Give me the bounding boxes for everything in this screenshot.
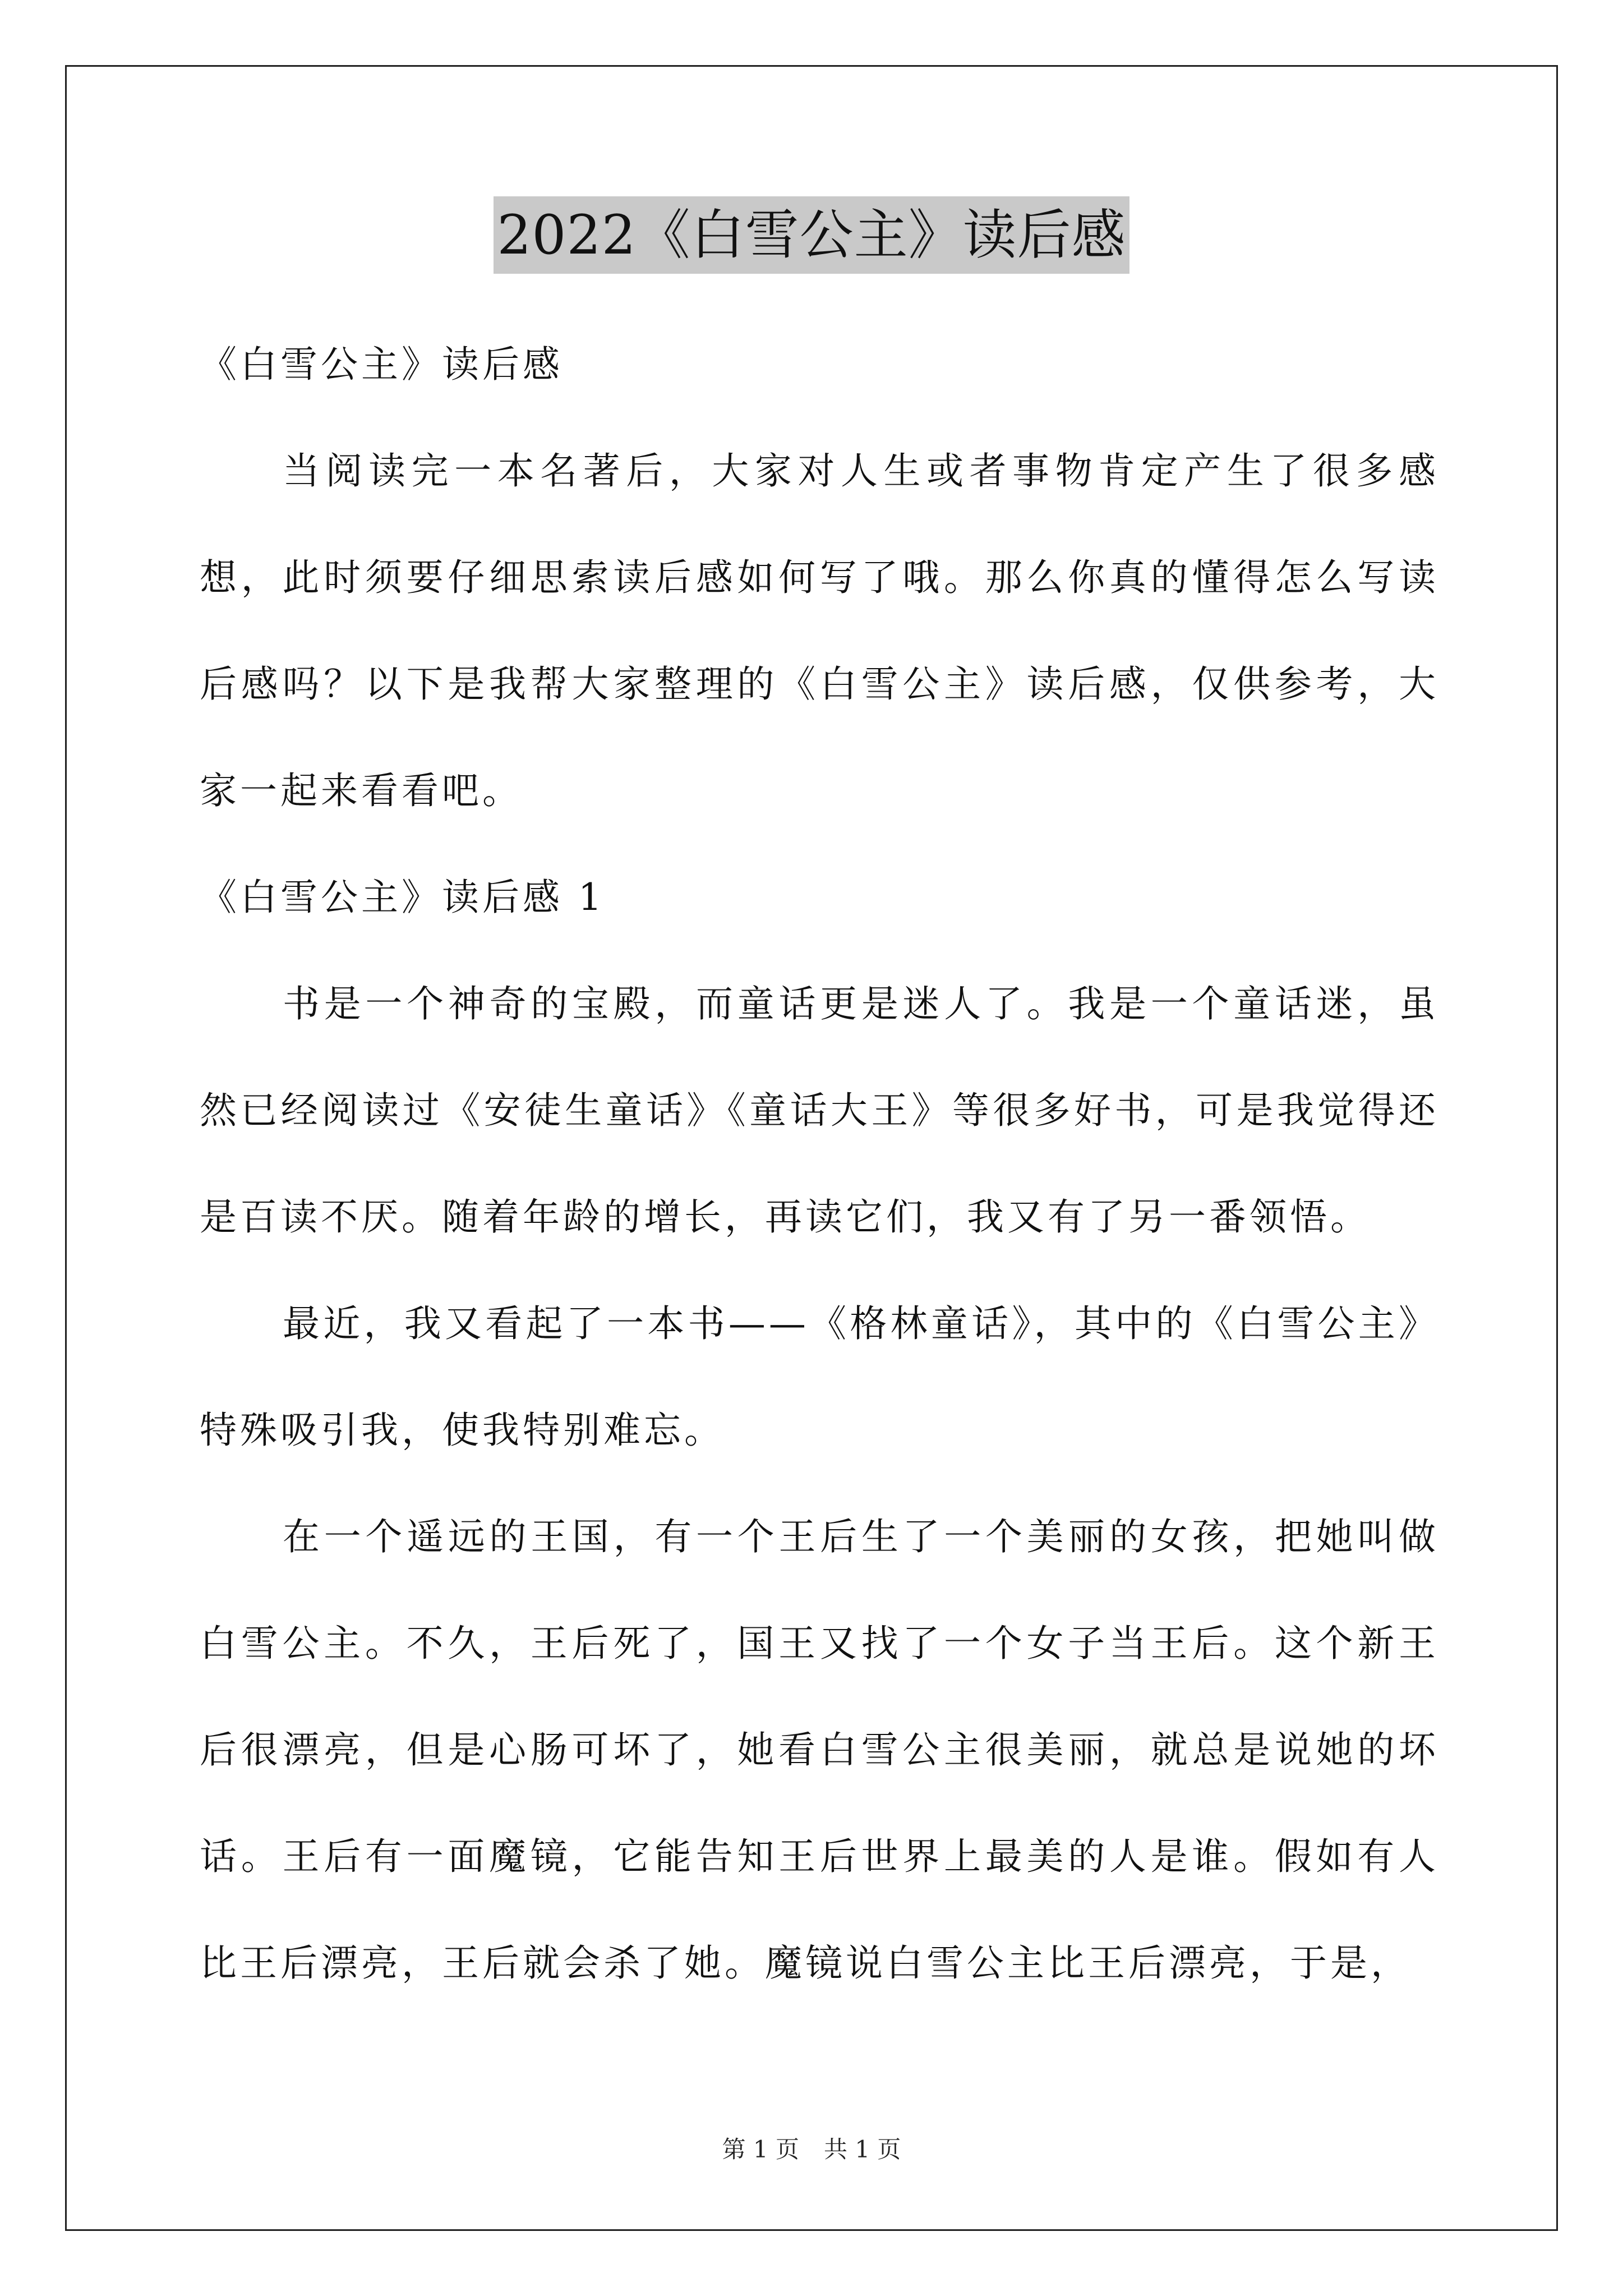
title-container [0,196,1623,274]
body-paragraph-1: 书是一个神奇的宝殿，而童话更是迷人了。我是一个童话迷，虽然已经阅读过《安徒生童话》《童话大王》等很多好书，可是我觉得还是百读不厌。随着年龄的增长，再读它们，我又有了另一番领悟。 [200,982,1439,1239]
section-heading-1: 《白雪公主》读后感 1 [200,876,605,919]
page-number: 第 1 页 [722,2136,799,2163]
intro-paragraph: 当阅读完一本名著后，大家对人生或者事物肯定产生了很多感想，此时须要仔细思索读后感如何写了哦。那么你真的懂得怎么写读后感吗？以下是我帮大家整理的《白雪公主》读后感，仅供参考，大家一起来看看吧。 [200,449,1439,812]
body-paragraph-2: 最近，我又看起了一本书——《格林童话》，其中的《白雪公主》特殊吸引我，使我特别难忘。 [200,1302,1439,1452]
subtitle-heading: 《白雪公主》读后感 [200,343,563,386]
document-title: 2022《白雪公主》读后感 [494,196,1129,274]
body-paragraph-3: 在一个遥远的王国，有一个王后生了一个美丽的女孩，把她叫做白雪公主。不久，王后死了，国王又找了一个女子当王后。这个新王后很漂亮，但是心肠可坏了，她看白雪公主很美丽，就总是说她的坏话。王后有一面魔镜，它能告知王后世界上最美的人是谁。假如有人比王后漂亮，王后就会杀了她。魔镜说白雪公主比王后漂亮，于是， [200,1515,1439,1985]
page-footer [0,2133,1623,2166]
document-body [200,311,1439,2017]
page-total: 共 1 页 [824,2136,901,2163]
